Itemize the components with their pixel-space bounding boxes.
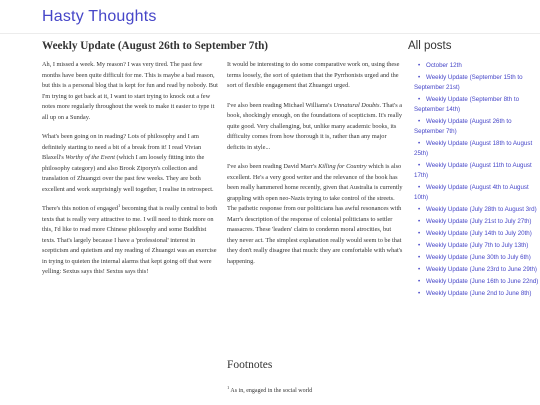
- paragraph-text: which is also excellent. He's a very good writer and the relevance of the book has been really hammered home recently, given that Australia is currently grappling with open neo-Nazis trying to take control of the streets. The pathetic response from our politicians has awful resonances with Marr's description of the response of colonial politicians to settler massacres. These 'leaders' claim to condemn moral atrocities, but they never act. The simplest explanation really would seem to be that they don't really disagree that much: they are comfortable with what's happening.: [227, 163, 403, 265]
- header-divider: [0, 33, 540, 34]
- post-link[interactable]: Weekly Update (August 4th to August 10th): [414, 184, 529, 201]
- post-link[interactable]: Weekly Update (July 21st to July 27th): [426, 218, 532, 225]
- paragraph-unnatural-doubts: [227, 101, 403, 154]
- post-list-item: [414, 253, 540, 263]
- paragraph-text: What's been going on in reading? Lots of philosophy and I am definitely starting to need a bit of a break from it! I read Vivian Blaxell's: [42, 133, 202, 161]
- bullet-icon: •: [418, 96, 421, 103]
- post-list-item: [414, 217, 540, 227]
- bullet-icon: •: [418, 162, 421, 169]
- post-list-item: [414, 265, 540, 275]
- bullet-icon: •: [418, 290, 421, 297]
- post-list-item: [414, 139, 540, 159]
- bullet-icon: •: [418, 242, 421, 249]
- paragraph-text: There's this notion of engaged: [42, 205, 118, 212]
- book-title-killing-for-country: Killing for Country: [318, 163, 367, 170]
- post-list-item: [414, 73, 540, 93]
- post-body-right-column: [227, 60, 403, 276]
- sidebar-heading: All posts: [408, 40, 452, 52]
- post-list-item: [414, 183, 540, 203]
- bullet-icon: •: [418, 140, 421, 147]
- post-link[interactable]: Weekly Update (June 23rd to June 29th): [426, 266, 537, 273]
- bullet-icon: •: [418, 254, 421, 261]
- paragraph-text: It would be interesting to do some comparative work on, using these terms loosely, the sort of quietism that the Pyrrhonists urged and the sort of flexible engagement that Zhuangzi urged.: [227, 61, 400, 89]
- book-title-unnatural-doubts: Unnatural Doubts: [333, 101, 380, 109]
- post-title: Weekly Update (August 26th to September 7th): [42, 40, 269, 52]
- post-link[interactable]: Weekly Update (June 30th to July 6th): [426, 254, 531, 261]
- paragraph-reading-philosophy: [42, 132, 218, 195]
- footnote-reference[interactable]: 1: [117, 202, 121, 208]
- all-posts-list: [414, 61, 540, 301]
- paragraph-text: Ah, I missed a week. My reason? I was very tired. The past few months have been quite difficult for me. This is maybe a bad reason, but this is a personal blog that is kept for fun and read by nobody. But I'm trying to get back at it, I want to start trying to knock out a few notes more regularly throughout the week to make it easier to type it all up on a Sunday.: [42, 61, 218, 121]
- paragraph-engaged-becoming: [42, 204, 218, 278]
- site-title-link[interactable]: Hasty Thoughts: [42, 8, 157, 25]
- bullet-icon: •: [418, 278, 421, 285]
- bullet-icon: •: [418, 74, 421, 81]
- post-list-item: [414, 289, 540, 299]
- bullet-icon: •: [418, 118, 421, 125]
- post-link[interactable]: Weekly Update (August 11th to August 17th): [414, 162, 532, 179]
- post-link[interactable]: Weekly Update (September 8th to September 14th): [414, 96, 520, 113]
- post-list-item: [414, 61, 540, 71]
- post-link[interactable]: Weekly Update (August 18th to August 25th): [414, 140, 533, 157]
- post-link[interactable]: Weekly Update (July 28th to August 3rd): [426, 206, 537, 213]
- footnote-number: 1: [227, 385, 230, 390]
- bullet-icon: •: [418, 218, 421, 225]
- post-link[interactable]: Weekly Update (July 14th to July 20th): [426, 230, 532, 237]
- footnotes-heading: Footnotes: [227, 359, 273, 371]
- paragraph-missed-week: [42, 60, 218, 123]
- paragraph-killing-for-country: [227, 162, 403, 267]
- post-list-item: [414, 229, 540, 239]
- post-list-item: [414, 117, 540, 137]
- bullet-icon: •: [418, 206, 421, 213]
- paragraph-text: I've also been reading Michael Williams's: [227, 101, 334, 109]
- bullet-icon: •: [418, 230, 421, 237]
- post-list-item: [414, 95, 540, 115]
- paragraph-text: becoming that is really central to both texts that is really very attractive to me. I will need to think more on this, I'd like to read more Chinese philosophy and some Buddhist texts. That's largely because I have a 'professional' interest in scepticism and quietism and my reading of Zhuangzi was an exercise in trying to quieten the internal alarms that kept going off that were yelling: Sextus says this! Sextus says this!: [42, 205, 218, 275]
- bullet-icon: •: [418, 184, 421, 191]
- paragraph-text: (which I am loosely fitting into the philosophy category) and also Brook Ziporyn's collection and translation of Zhuangzi over the past few weeks. They are both excellent and work surprisingly well together, I realise in retrospect.: [42, 154, 214, 193]
- footnote-item: [227, 387, 403, 396]
- post-list-item: [414, 241, 540, 251]
- post-list-item: [414, 205, 540, 215]
- post-list-item: [414, 161, 540, 181]
- book-title-worthy-of-the-event: Worthy of the Event: [65, 154, 115, 161]
- paragraph-comparative-work: [227, 60, 403, 92]
- footnote-text: As in, engaged in the social world: [230, 388, 313, 394]
- post-link[interactable]: Weekly Update (September 15th to September 21st): [414, 74, 523, 91]
- post-link[interactable]: Weekly Update (July 7th to July 13th): [426, 242, 529, 249]
- post-link[interactable]: Weekly Update (August 26th to September 7th): [414, 118, 512, 135]
- bullet-icon: •: [418, 62, 421, 69]
- post-link[interactable]: October 12th: [426, 62, 462, 69]
- paragraph-text: . That's a book, shockingly enough, on the foundations of scepticism. It's really quite good. Very challenging, but, unlike many academic books, its difficulty comes from how thorough it is, rather than any major deficits in style...: [227, 101, 403, 151]
- post-list-item: [414, 277, 540, 287]
- post-link[interactable]: Weekly Update (June 2nd to June 8th): [426, 290, 532, 297]
- post-link[interactable]: Weekly Update (June 16th to June 22nd): [426, 278, 539, 285]
- paragraph-text: I've also been reading David Marr's: [227, 163, 319, 170]
- post-body-left-column: [42, 60, 218, 287]
- bullet-icon: •: [418, 266, 421, 273]
